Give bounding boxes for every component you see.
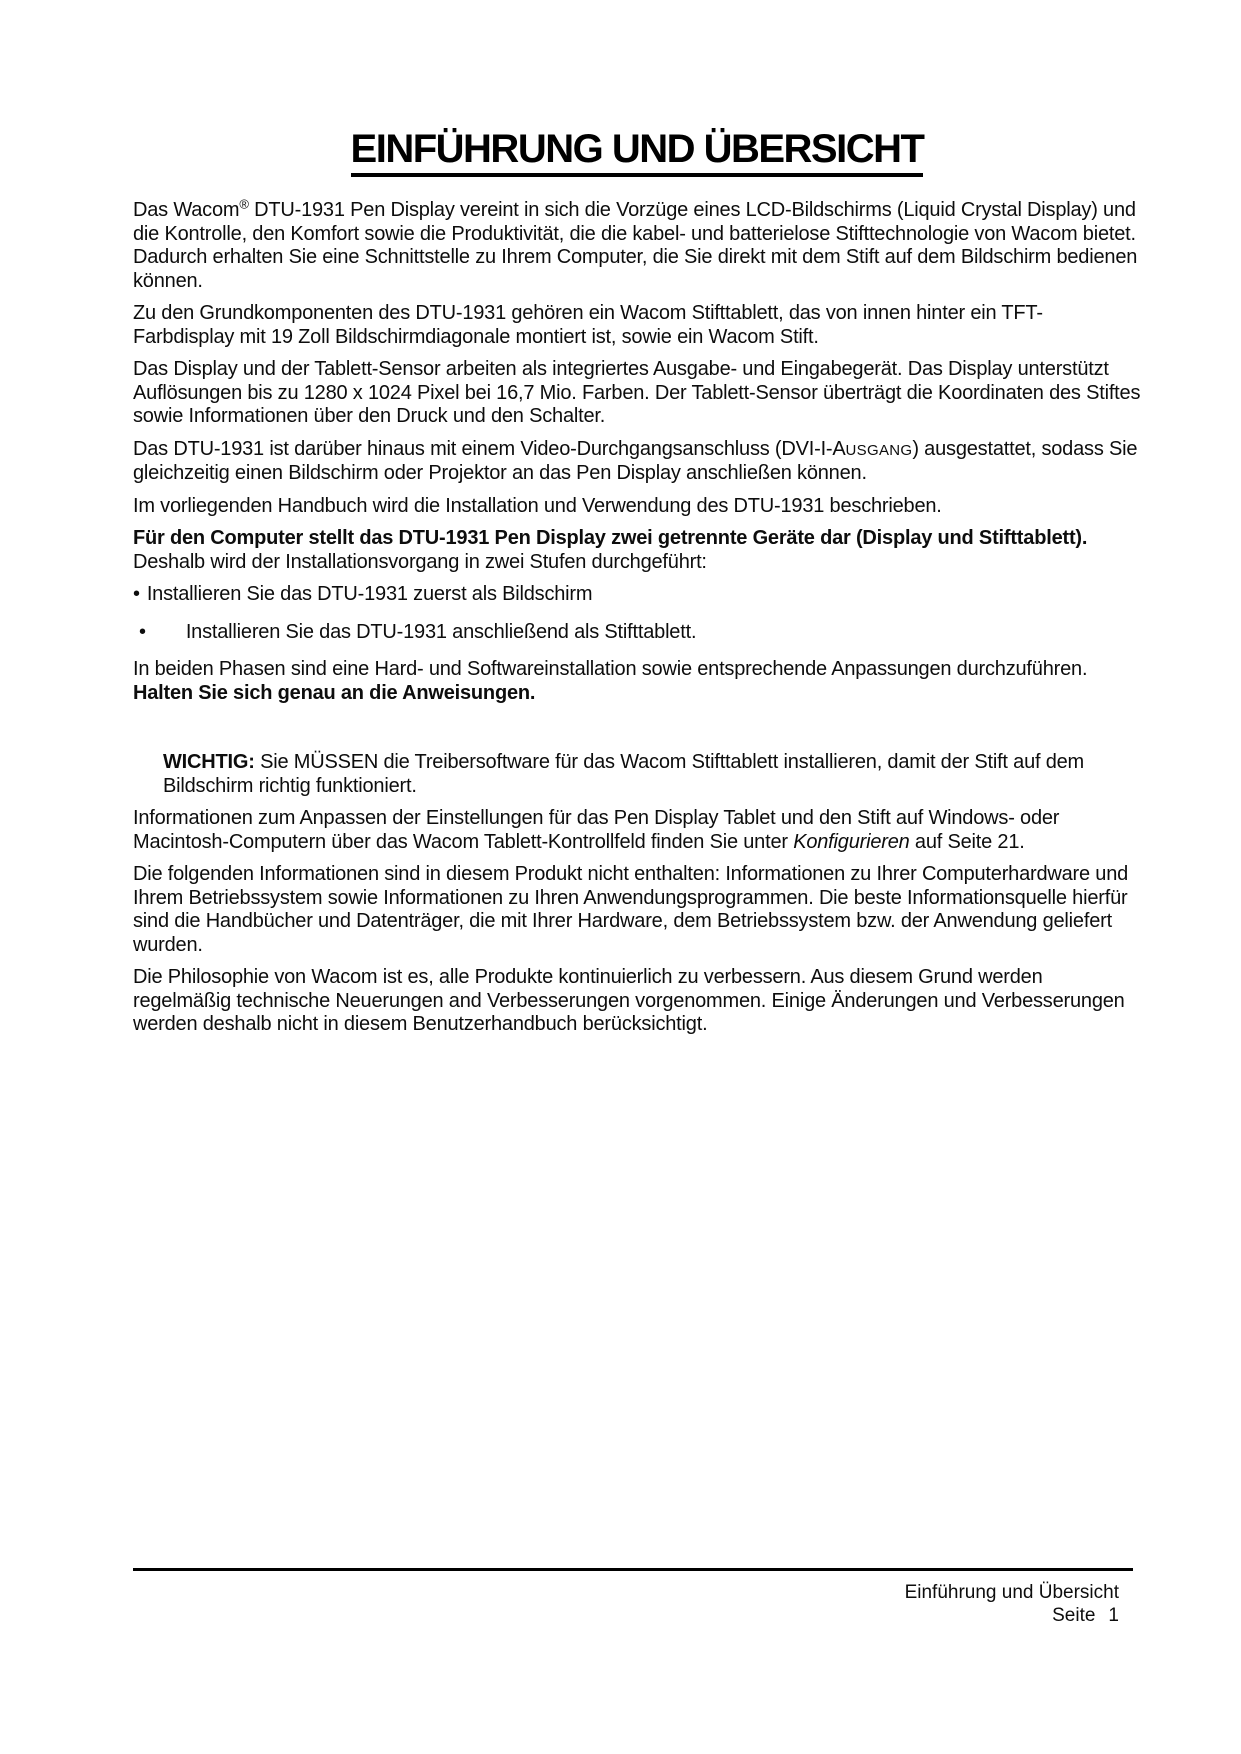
intro-text-pre: Das Wacom — [133, 199, 240, 221]
list-item — [133, 621, 1141, 645]
important-label: WICHTIG: — [163, 751, 255, 773]
page-title — [133, 128, 1141, 177]
bullet-icon: • — [139, 620, 146, 643]
bullet-text-install-display: Installieren Sie das DTU-1931 zuerst als Bildschirm — [146, 583, 593, 605]
footer-page-number-row — [133, 1604, 1133, 1627]
bullet-text-install-tablet: Installieren Sie das DTU-1931 anschließend als Stifttablett. — [185, 620, 697, 643]
paragraph-components: Zu den Grundkomponenten des DTU-1931 gehören ein Wacom Stifttablett, das von innen hinter ein TFT-Farbdisplay mit 19 Zoll Bildschirmdiagonale montiert ist, sowie ein Wacom Stift. — [133, 302, 1043, 348]
important-note — [133, 751, 1141, 798]
paragraph-handbook: Im vorliegenden Handbuch wird die Installation und Verwendung des DTU-1931 beschrieben. — [133, 494, 942, 517]
page-title-text: EINFÜHRUNG UND ÜBERSICHT — [351, 128, 924, 177]
page-footer — [133, 1568, 1133, 1627]
video-text-pre: Das DTU-1931 ist darüber hinaus mit einem Video-Durchgangsanschluss ( — [133, 437, 782, 460]
two-devices-bold: Für den Computer stellt das DTU-1931 Pen Display zwei getrennte Geräte dar (Display und Stifttablett). — [133, 527, 1088, 549]
intro-text-post: DTU-1931 Pen Display vereint in sich die Vorzüge eines LCD-Bildschirms (Liquid Crystal Display) und die Kontrolle, den Komfort sowie die Produktivität, die die kabel- und batterielose Stifttechnologie von Wacom bietet. Dadurch erhalten Sie eine Schnittstelle zu Ihrem Computer, die Sie direkt mit dem Stift auf dem Bildschirm bedienen können. — [133, 199, 1138, 292]
footer-page-number: 1 — [1108, 1605, 1119, 1626]
paragraph-philosophy: Die Philosophie von Wacom ist es, alle Produkte kontinuierlich zu verbessern. Aus diesem Grund werden regelmäßig technische Neuerungen and Verbesserungen vorgenommen. Einige Änderungen und Verbesserungen werden deshalb nicht in diesem Benutzerhandbuch berücksichtigt. — [133, 966, 1125, 1035]
registered-trademark-symbol: ® — [239, 196, 249, 212]
two-phases-pre: In beiden Phasen sind eine Hard- und Softwareinstallation sowie entsprechende Anpassungen durchzuführen. — [133, 658, 1088, 680]
bullet-icon: • — [133, 583, 140, 605]
paragraph-settings-info — [133, 807, 1141, 854]
paragraph-two-phases — [133, 658, 1141, 705]
page-content — [133, 128, 1141, 1046]
paragraph-display-sensor: Das Display und der Tablett-Sensor arbeiten als integriertes Ausgabe- und Eingabegerät. Das Display unterstützt Auflösungen bis zu 1280 x 1024 Pixel bei 16,7 Mio. Farben. Der Tablett-Sensor überträgt die Koordinaten des Stiftes sowie Informationen über den Druck und den Schalter. — [133, 358, 1141, 427]
settings-info-pre: Informationen zum Anpassen der Einstellungen für das Pen Display Tablet und den Stift auf Windows- oder Macintosh-Computern über das Wacom Tablett-Kontrollfeld finden Sie unter — [133, 807, 1060, 853]
two-devices-rest: Deshalb wird der Installationsvorgang in zwei Stufen durchgeführt: — [133, 550, 707, 573]
footer-page-label: Seite — [1052, 1605, 1096, 1626]
settings-info-link-konfigurieren: Konfigurieren — [793, 830, 910, 853]
footer-section-title: Einführung und Übersicht — [904, 1582, 1119, 1603]
dvi-ausgang-smallcaps: USGANG — [845, 441, 913, 459]
settings-info-post: auf Seite 21. — [909, 830, 1025, 853]
two-phases-bold: Halten Sie sich genau an die Anweisungen. — [133, 681, 536, 704]
paragraph-video-passthrough — [133, 438, 1141, 486]
list-item — [133, 583, 1141, 607]
video-text-post: ) ausgestattet, sodass Sie gleichzeitig einen Bildschirm oder Projektor an das Pen Display anschließen können. — [133, 437, 1138, 484]
paragraph-not-included: Die folgenden Informationen sind in diesem Produkt nicht enthalten: Informationen zu Ihrer Computerhardware und Ihrem Betriebssystem sowie Informationen zu Ihren Anwendungsprogrammen. Die beste Informationsquelle hierfür sind die Handbücher und Datenträger, die mit Ihrer Hardware, dem Betriebssystem bzw. der Anwendung geliefert wurden. — [133, 863, 1129, 956]
paragraph-two-devices — [133, 527, 1141, 574]
important-text: Sie MÜSSEN die Treibersoftware für das Wacom Stifttablett installieren, damit der Stift auf dem Bildschirm richtig funktioniert. — [163, 751, 1085, 797]
paragraph-intro — [133, 196, 1141, 293]
dvi-ausgang-caps: DVI-I-A — [781, 437, 846, 460]
